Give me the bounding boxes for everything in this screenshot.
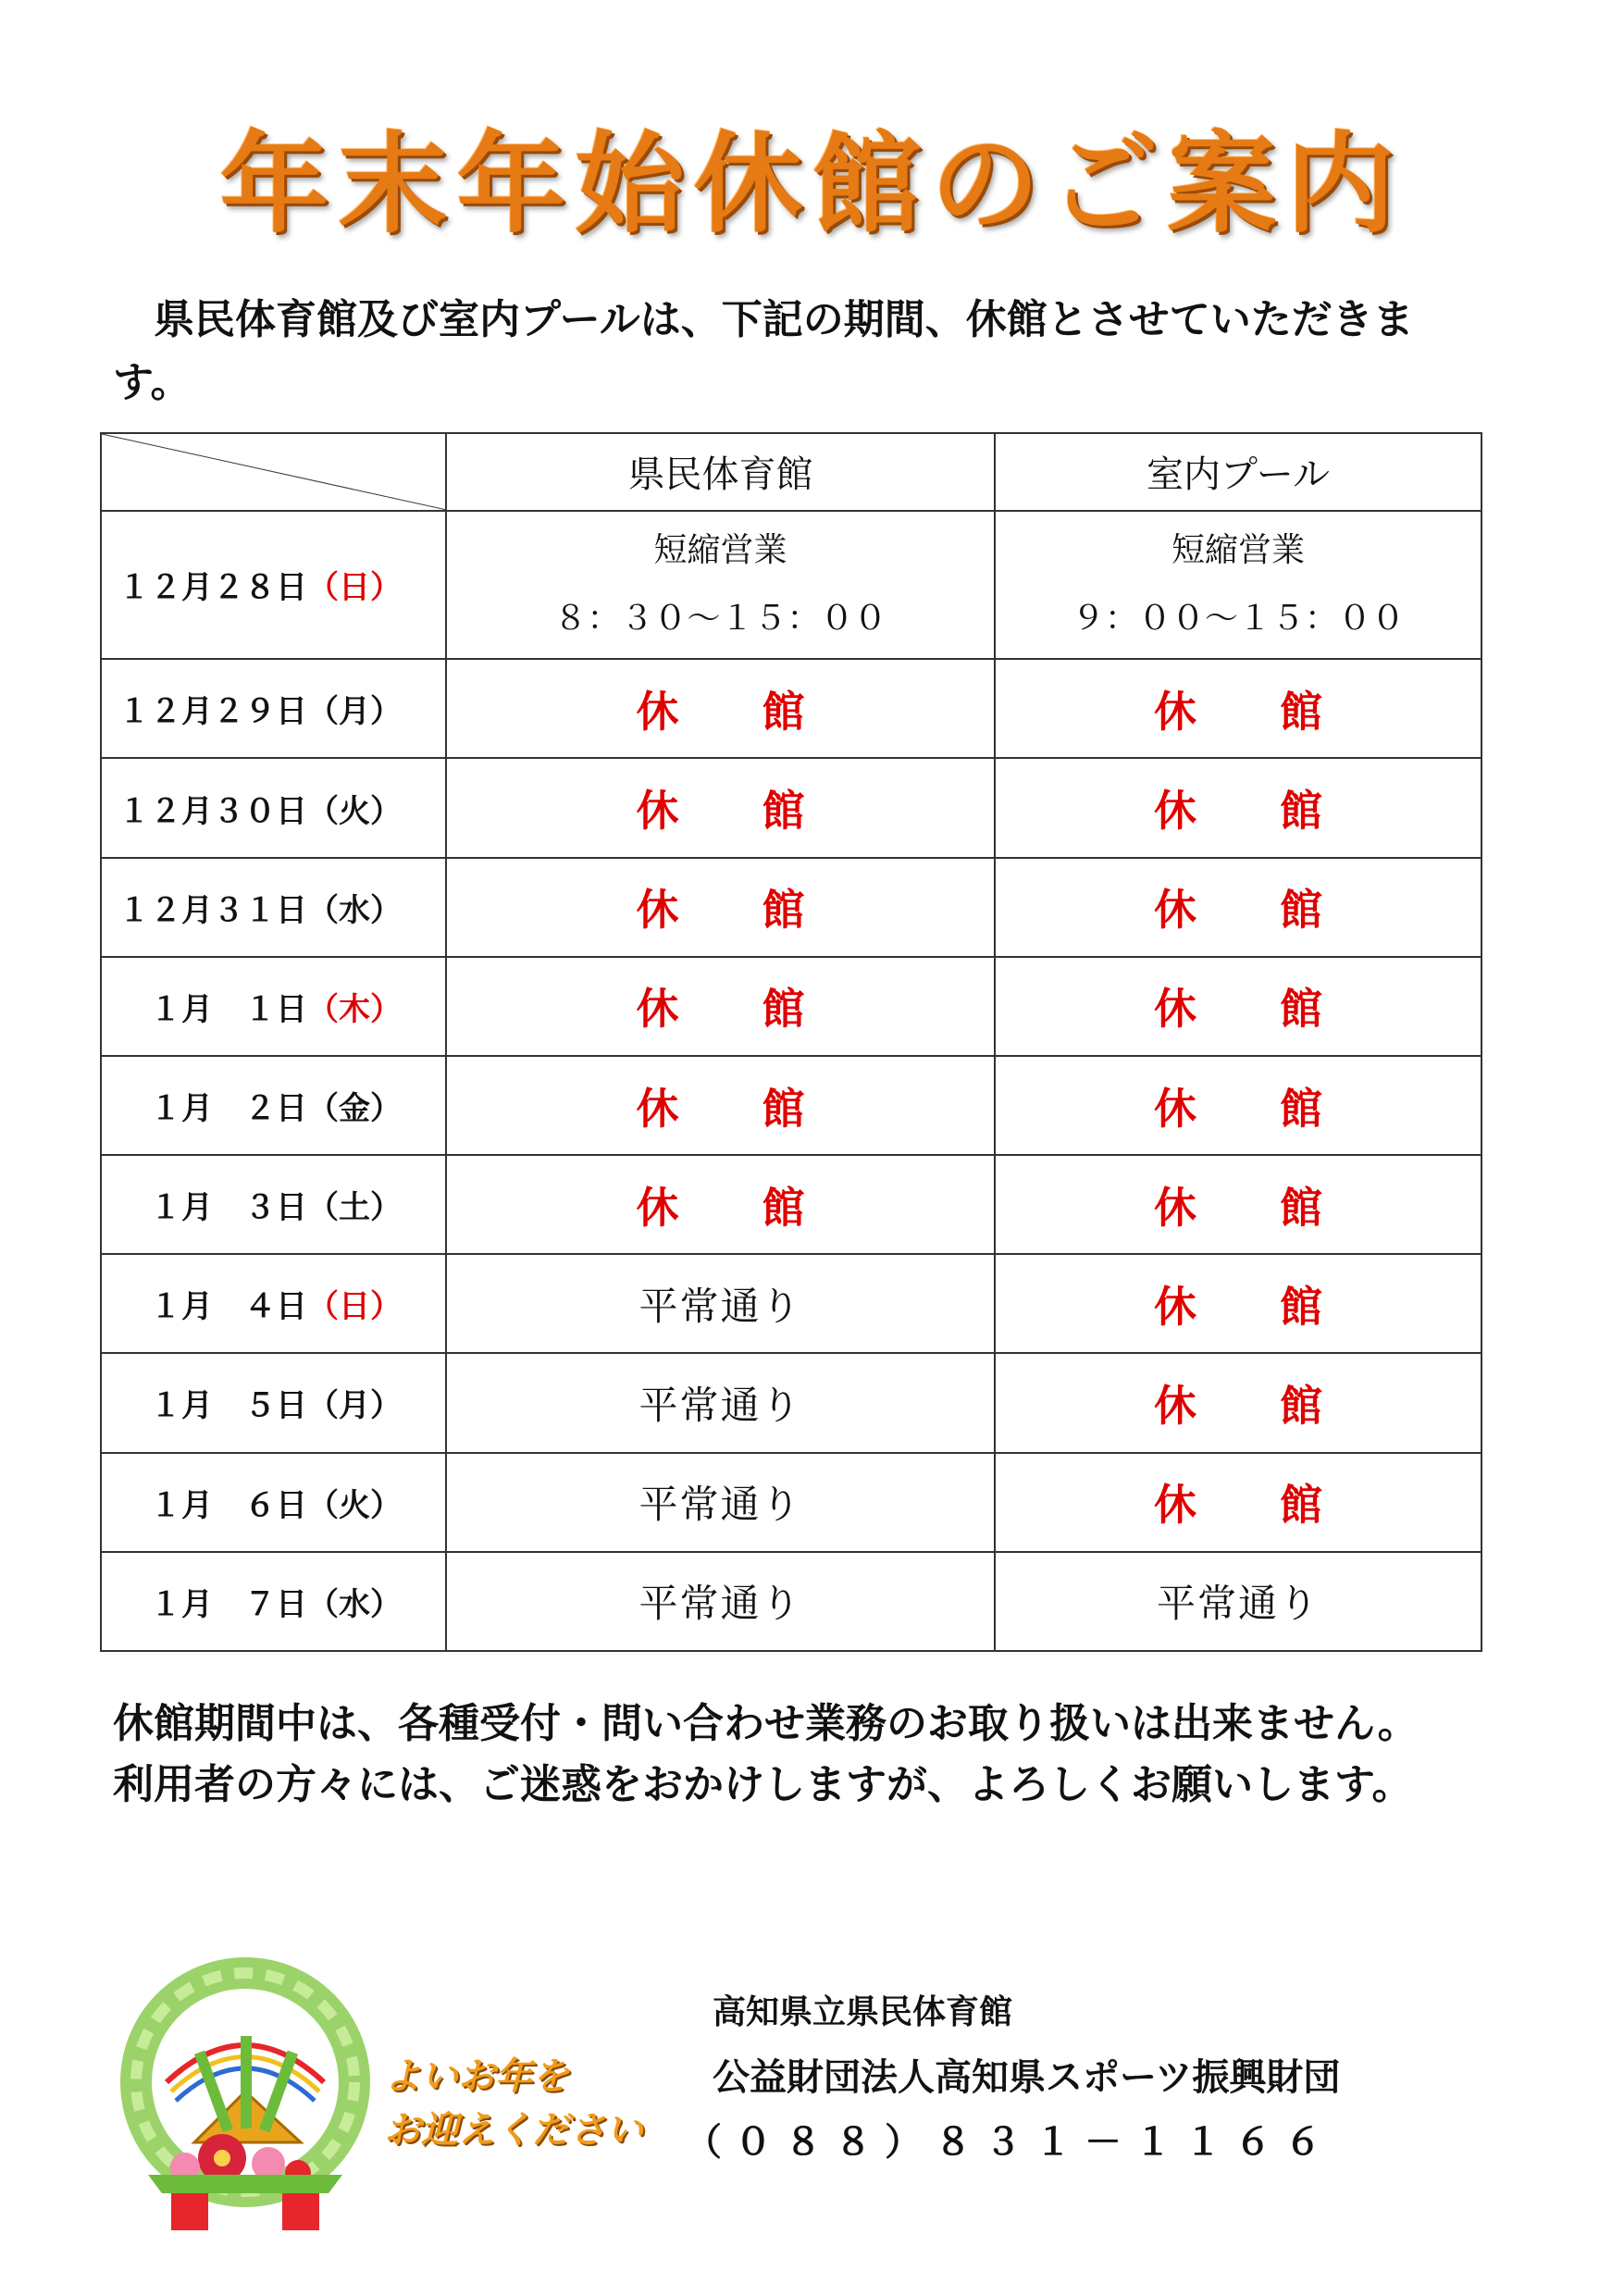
closed-label: 休館 xyxy=(1154,1480,1406,1531)
closed-label: 休館 xyxy=(636,686,888,737)
gym-status-cell xyxy=(446,659,995,758)
table-row xyxy=(101,758,1481,857)
date-cell xyxy=(101,1254,446,1353)
weekday-label: （水） xyxy=(307,891,402,929)
closed-label: 休館 xyxy=(636,984,888,1035)
closed-label: 休館 xyxy=(1154,1380,1406,1431)
notice-text xyxy=(113,1694,1482,1816)
date-cell xyxy=(101,1056,446,1155)
schedule-table xyxy=(100,432,1482,1652)
closed-label: 休館 xyxy=(1154,1083,1406,1134)
notice-line-1: 休館期間中は、各種受付・問い合わせ業務のお取り扱いは出来ません。 xyxy=(113,1700,1419,1747)
date-cell xyxy=(101,511,446,660)
table-row xyxy=(101,1155,1481,1254)
closed-label: 休館 xyxy=(1154,1182,1406,1233)
gym-status-cell xyxy=(446,758,995,857)
greeting-line-2: お迎えください xyxy=(384,2109,643,2152)
pool-status-cell xyxy=(995,758,1481,857)
date-cell xyxy=(101,858,446,957)
table-header-row xyxy=(101,433,1481,511)
pool-status-cell xyxy=(995,1453,1481,1552)
date-cell xyxy=(101,1453,446,1552)
gym-status-cell xyxy=(446,1353,995,1452)
pool-status-cell xyxy=(995,1353,1481,1452)
date-cell xyxy=(101,1155,446,1254)
page-title: 年末年始休館のご案内 xyxy=(219,120,1405,248)
gym-status-cell xyxy=(446,957,995,1056)
date-label: １２月２９日 xyxy=(118,693,307,731)
date-label: １２月３０日 xyxy=(118,792,307,830)
weekday-label: （日） xyxy=(307,1288,402,1326)
normal-hours-label: 平常通り xyxy=(638,1382,802,1428)
pool-status-cell xyxy=(995,1155,1481,1254)
date-label: １月 ５日 xyxy=(118,1387,307,1425)
pool-hours: ９：００～１５：００ xyxy=(1071,599,1405,638)
organization-block xyxy=(685,1980,1341,2175)
table-row xyxy=(101,1254,1481,1353)
new-year-wreath-icon xyxy=(93,1943,398,2249)
date-label: １月 ６日 xyxy=(118,1486,307,1524)
date-label: １月 ３日 xyxy=(118,1189,307,1227)
gym-status-cell xyxy=(446,858,995,957)
pool-status-cell xyxy=(995,957,1481,1056)
weekday-label: （土） xyxy=(307,1189,402,1227)
date-cell xyxy=(101,957,446,1056)
gym-status: 短縮営業 xyxy=(653,530,787,569)
pool-status-cell xyxy=(995,1056,1481,1155)
date-label: １月 ２日 xyxy=(118,1090,307,1128)
table-row xyxy=(101,1552,1481,1651)
header-gym: 県民体育館 xyxy=(446,433,995,511)
greeting-line-1: よいお年を xyxy=(384,2055,569,2098)
date-label: １月 ４日 xyxy=(118,1288,307,1326)
notice-line-2: 利用者の方々には、ご迷惑をおかけしますが、よろしくお願いします。 xyxy=(113,1761,1413,1808)
table-row xyxy=(101,1453,1481,1552)
pool-status: 短縮営業 xyxy=(1171,530,1305,569)
gym-status-cell xyxy=(446,1552,995,1651)
closed-label: 休館 xyxy=(636,885,888,936)
gym-status-cell xyxy=(446,1254,995,1353)
closed-label: 休館 xyxy=(1154,686,1406,737)
org-foundation: 公益財団法人高知県スポーツ振興財団 xyxy=(713,2056,1341,2099)
pool-status-cell xyxy=(995,858,1481,957)
weekday-label: （金） xyxy=(307,1090,402,1128)
date-cell xyxy=(101,659,446,758)
closed-label: 休館 xyxy=(1154,1281,1406,1332)
pool-status-cell xyxy=(995,1552,1481,1651)
table-row xyxy=(101,957,1481,1056)
weekday-label: （月） xyxy=(307,1387,402,1425)
date-label: １２月２８日 xyxy=(118,569,307,607)
table-row xyxy=(101,511,1481,660)
header-pool: 室内プール xyxy=(995,433,1481,511)
normal-hours-label: 平常通り xyxy=(638,1581,802,1627)
intro-text: 県民体育館及び室内プールは、下記の期間、休館とさせていただきます。 xyxy=(113,296,1414,406)
pool-status-cell xyxy=(995,1254,1481,1353)
pool-short-hours-cell xyxy=(995,511,1481,660)
gym-short-hours-cell xyxy=(446,511,995,660)
pool-status-cell xyxy=(995,659,1481,758)
date-label: １２月３１日 xyxy=(118,891,307,929)
greeting xyxy=(384,2050,643,2157)
gym-hours: ８：３０～１５：００ xyxy=(553,599,887,638)
weekday-label: （日） xyxy=(307,569,402,607)
table-row xyxy=(101,1056,1481,1155)
date-cell xyxy=(101,1353,446,1452)
normal-hours-label: 平常通り xyxy=(638,1283,802,1329)
normal-hours-label: 平常通り xyxy=(1156,1581,1320,1627)
date-label: １月 １日 xyxy=(118,990,307,1028)
org-phone: （０８８）８３１－１１６６ xyxy=(685,2121,1334,2164)
closed-label: 休館 xyxy=(636,1083,888,1134)
diagonal-header-cell xyxy=(101,433,446,511)
gym-status-cell xyxy=(446,1056,995,1155)
closed-label: 休館 xyxy=(1154,885,1406,936)
closed-label: 休館 xyxy=(1154,786,1406,837)
date-cell xyxy=(101,758,446,857)
date-label: １月 ７日 xyxy=(118,1585,307,1623)
org-name: 高知県立県民体育館 xyxy=(713,1993,1013,2031)
weekday-label: （月） xyxy=(307,693,402,731)
table-row xyxy=(101,1353,1481,1452)
closed-label: 休館 xyxy=(636,786,888,837)
weekday-label: （水） xyxy=(307,1585,402,1623)
gym-status-cell xyxy=(446,1155,995,1254)
table-row xyxy=(101,659,1481,758)
table-row xyxy=(101,858,1481,957)
weekday-label: （火） xyxy=(307,1486,402,1524)
closed-label: 休館 xyxy=(1154,984,1406,1035)
weekday-label: （火） xyxy=(307,792,402,830)
normal-hours-label: 平常通り xyxy=(638,1482,802,1528)
closed-label: 休館 xyxy=(636,1182,888,1233)
weekday-label: （木） xyxy=(307,990,402,1028)
date-cell xyxy=(101,1552,446,1651)
gym-status-cell xyxy=(446,1453,995,1552)
